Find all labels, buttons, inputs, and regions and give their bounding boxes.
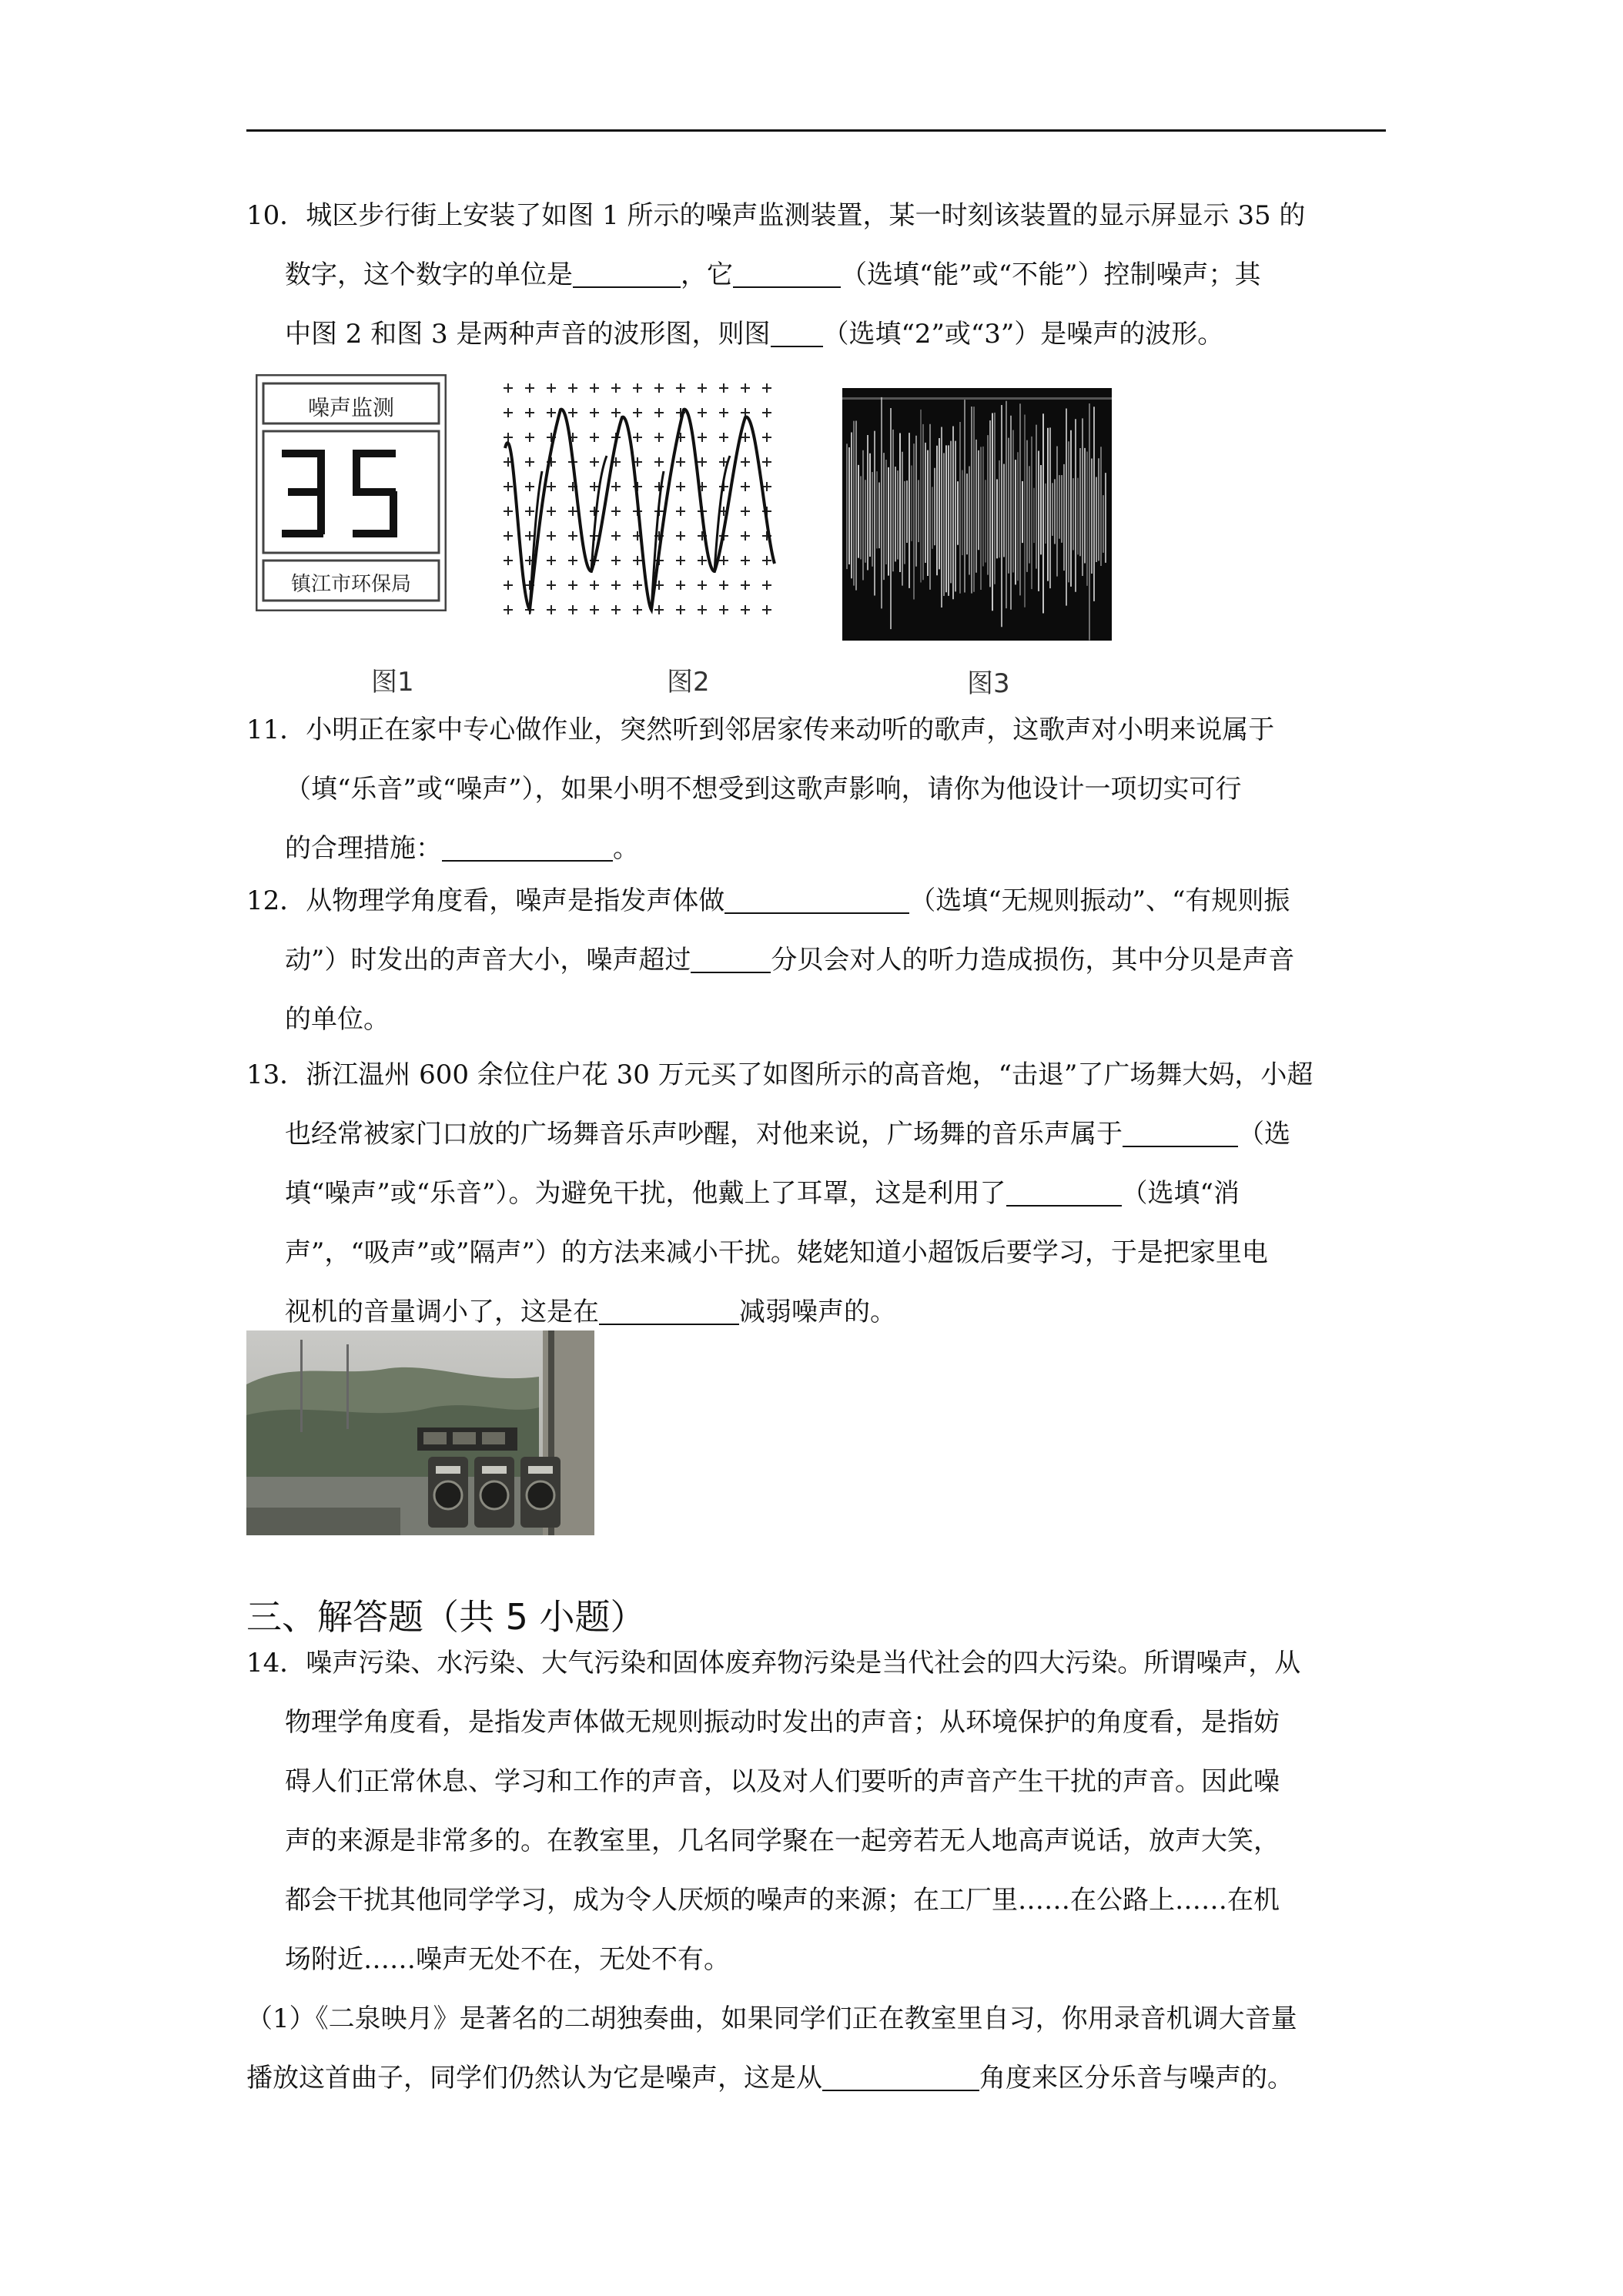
grid-cross: [590, 408, 599, 417]
grid-cross: [547, 507, 556, 516]
figure-3-caption: 图3: [967, 668, 1010, 699]
grid-cross: [698, 556, 707, 565]
q14-line-2: 物理学角度看，是指发声体做无规则振动时发出的声音；从环境保护的角度看，是指妨: [285, 1707, 1280, 1738]
grid-cross: [568, 507, 577, 516]
grid-cross: [676, 482, 685, 491]
grid-cross: [590, 482, 599, 491]
q13-line-1: 13．浙江温州 600 余位住户花 30 万元买了如图所示的高音炮，“击退”了广场舞大妈，小超: [246, 1059, 1313, 1090]
q13-line-4: 声”，“吸声”或”隔声”）的方法来减小干扰。姥姥知道小超饭后要学习，于是把家里电: [285, 1237, 1268, 1268]
q11-line-2: （填“乐音”或“噪声”），如果小明不想受到这歌声影响，请你为他设计一项切实可行: [285, 774, 1242, 805]
grid-cross: [504, 433, 513, 442]
q10-line-3: 中图 2 和图 3 是两种声音的波形图，则图 （选填“2”或“3”）是噪声的波形。: [285, 319, 1224, 350]
grid-cross: [633, 556, 642, 565]
grid-cross: [590, 433, 599, 442]
grid-cross: [698, 408, 707, 417]
grid-cross: [547, 383, 556, 393]
q13-line-5: 视机的音量调小了，这是在 减弱噪声的。: [285, 1297, 896, 1327]
grid-cross: [547, 531, 556, 541]
grid-cross: [568, 408, 577, 417]
grid-cross: [654, 408, 664, 417]
grid-cross: [547, 482, 556, 491]
figure-1-noise-monitor: [256, 374, 447, 611]
q14-line-1: 14．噪声污染、水污染、大气污染和固体废弃物污染是当代社会的四大污染。所谓噪声，从: [246, 1648, 1301, 1678]
q14-line-6: 场附近……噪声无处不在，无处不有。: [285, 1944, 730, 1975]
grid-cross: [525, 457, 534, 467]
grid-cross: [676, 605, 685, 614]
grid-cross: [547, 605, 556, 614]
grid-cross: [741, 581, 750, 590]
grid-cross: [762, 581, 771, 590]
answer-blank[interactable]: [822, 2063, 979, 2091]
q14-part-1-line-1: （1）《二泉映月》是著名的二胡独奏曲，如果同学们正在教室里自习，你用录音机调大音量: [246, 2003, 1297, 2034]
grid-cross: [741, 383, 750, 393]
grid-cross: [676, 507, 685, 516]
grid-cross: [568, 605, 577, 614]
grid-cross: [676, 457, 685, 467]
grid-cross: [504, 581, 513, 590]
answer-blank[interactable]: [724, 886, 909, 914]
grid-cross: [611, 482, 621, 491]
grid-cross: [741, 457, 750, 467]
grid-cross: [719, 433, 728, 442]
answer-blank[interactable]: [733, 260, 841, 288]
grid-cross: [676, 383, 685, 393]
monitor-display: [273, 443, 427, 544]
grid-cross: [719, 556, 728, 565]
grid-cross: [633, 605, 642, 614]
grid-cross: [741, 531, 750, 541]
grid-cross: [633, 433, 642, 442]
grid-cross: [719, 383, 728, 393]
q10-line-2: 数字，这个数字的单位是 ，它 （选填“能”或“不能”）控制噪声；其: [285, 259, 1261, 290]
grid-cross: [676, 531, 685, 541]
answer-blank[interactable]: [771, 320, 823, 347]
grid-cross: [611, 507, 621, 516]
grid-cross: [611, 531, 621, 541]
speaker-photo-drawing: [246, 1330, 594, 1535]
figure-1-caption: 图1: [371, 667, 414, 698]
grid-cross: [719, 605, 728, 614]
q14-line-4: 声的来源是非常多的。在教室里，几名同学聚在一起旁若无人地高声说话，放声大笑，: [285, 1826, 1280, 1856]
grid-cross: [762, 457, 771, 467]
answer-blank[interactable]: [691, 946, 771, 973]
grid-cross: [504, 408, 513, 417]
q14-part-1-line-2: 播放这首曲子，同学们仍然认为它是噪声，这是从 角度来区分乐音与噪声的。: [246, 2063, 1293, 2094]
q12-line-1: 12．从物理学角度看，噪声是指发声体做 （选填“无规则振动”、“有规则振: [246, 885, 1290, 916]
q13-line-3: 填“噪声”或“乐音”）。为避免干扰，他戴上了耳罩，这是利用了 （选填“消: [285, 1178, 1240, 1209]
grid-cross: [741, 556, 750, 565]
waveform-curve: [505, 410, 775, 610]
question-13: [246, 1046, 1386, 1342]
grid-cross: [590, 457, 599, 467]
grid-cross: [762, 383, 771, 393]
grid-cross: [698, 581, 707, 590]
grid-cross: [698, 605, 707, 614]
grid-cross: [611, 383, 621, 393]
grid-cross: [611, 408, 621, 417]
grid-cross: [504, 507, 513, 516]
grid-cross: [741, 605, 750, 614]
grid-cross: [654, 605, 664, 614]
answer-blank[interactable]: [1123, 1120, 1238, 1147]
answer-blank[interactable]: [573, 260, 681, 288]
q11-line-1: 11．小明正在家中专心做作业，突然听到邻居家传来动听的歌声，这歌声对小明来说属于: [246, 715, 1275, 745]
grid-cross: [590, 581, 599, 590]
regular-waveform-graph: [499, 379, 781, 631]
grid-cross: [504, 383, 513, 393]
monitor-header: 噪声监测: [307, 395, 394, 420]
grid-cross: [762, 605, 771, 614]
grid-cross: [504, 531, 513, 541]
grid-cross: [547, 581, 556, 590]
grid-cross: [676, 581, 685, 590]
header-rule: [246, 129, 1386, 132]
grid-cross: [525, 408, 534, 417]
grid-cross: [547, 556, 556, 565]
grid-cross: [698, 457, 707, 467]
grid-cross: [611, 605, 621, 614]
grid-cross: [741, 482, 750, 491]
grid-cross: [698, 383, 707, 393]
grid-cross: [525, 531, 534, 541]
grid-cross: [525, 383, 534, 393]
question-10: [246, 186, 1386, 364]
grid-cross: [762, 408, 771, 417]
grid-cross: [633, 581, 642, 590]
question-14: [246, 1634, 1386, 2108]
figure-2-waveform: [499, 379, 781, 631]
grid-cross: [676, 556, 685, 565]
grid-cross: [654, 433, 664, 442]
grid-cross: [590, 383, 599, 393]
grid-cross: [654, 383, 664, 393]
q10-line-1: 10．城区步行街上安装了如图 1 所示的噪声监测装置，某一时刻该装置的显示屏显示 35 的: [246, 200, 1306, 231]
grid-cross: [568, 556, 577, 565]
speaker-photo: [246, 1330, 594, 1535]
question-12: [246, 872, 1386, 1049]
answer-blank[interactable]: [599, 1297, 739, 1325]
figure-3-noise-waveform: [842, 388, 1112, 641]
grid-cross: [568, 531, 577, 541]
grid-cross: [611, 581, 621, 590]
seven-segment-digits: [273, 443, 427, 544]
grid-cross: [741, 507, 750, 516]
question-11: [246, 701, 1386, 879]
grid-cross: [525, 507, 534, 516]
grid-cross: [762, 433, 771, 442]
grid-cross: [698, 433, 707, 442]
noise-waveform-graph: [842, 388, 1112, 641]
grid-cross: [504, 556, 513, 565]
grid-cross: [590, 605, 599, 614]
grid-cross: [504, 605, 513, 614]
grid-cross: [719, 408, 728, 417]
grid-cross: [547, 408, 556, 417]
grid-cross: [525, 433, 534, 442]
q13-line-2: 也经常被家门口放的广场舞音乐声吵醒，对他来说，广场舞的音乐声属于 （选: [285, 1119, 1290, 1150]
answer-blank[interactable]: [442, 834, 613, 862]
figure-2-caption: 图2: [667, 667, 710, 698]
grid-cross: [633, 383, 642, 393]
grid-cross: [504, 482, 513, 491]
grid-cross: [654, 457, 664, 467]
q11-line-3: 的合理措施： 。: [285, 833, 639, 864]
grid-cross: [633, 408, 642, 417]
section-3-heading: 三、解答题（共 5 小题）: [246, 1596, 646, 1638]
q14-line-3: 碍人们正常休息、学习和工作的声音，以及对人们要听的声音产生干扰的声音。因此噪: [285, 1766, 1280, 1797]
monitor-footer: 镇江市环保局: [290, 573, 411, 596]
q12-line-2: 动”）时发出的声音大小，噪声超过 分贝会对人的听力造成损伤，其中分贝是声音: [285, 945, 1295, 976]
q12-line-3: 的单位。: [285, 1004, 390, 1035]
answer-blank[interactable]: [1006, 1179, 1122, 1207]
grid-cross: [568, 383, 577, 393]
grid-cross: [525, 482, 534, 491]
grid-cross: [611, 556, 621, 565]
grid-cross: [762, 556, 771, 565]
grid-cross: [568, 581, 577, 590]
q14-line-5: 都会干扰其他同学学习，成为令人厌烦的噪声的来源；在工厂里……在公路上……在机: [285, 1885, 1280, 1916]
grid-cross: [719, 581, 728, 590]
